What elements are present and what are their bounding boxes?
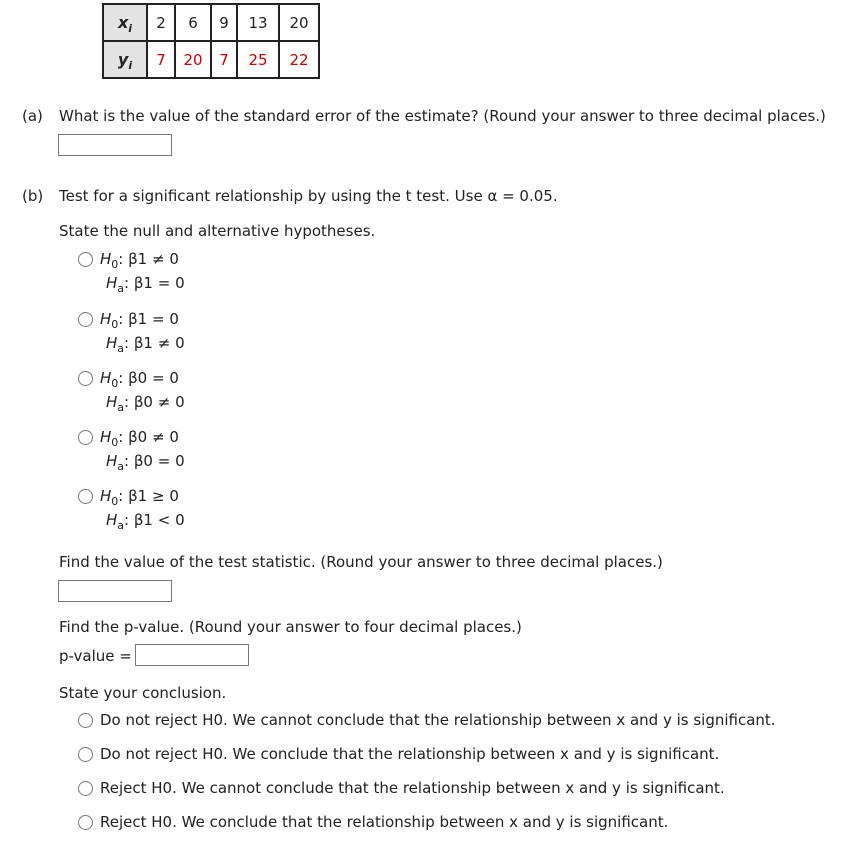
h0-text: β1 ≥ 0	[128, 487, 179, 505]
conclusion-text: Reject H0. We cannot conclude that the relationship between x and y is significant.	[100, 779, 725, 797]
radio-button[interactable]	[78, 781, 93, 796]
y-cell: 22	[279, 41, 319, 78]
radio-button[interactable]	[78, 489, 93, 504]
part-b-intro	[59, 187, 558, 205]
null-hypothesis: $H_0$: β0 ≠ 0	[100, 428, 179, 449]
null-hypothesis: $H_0$: β0 = 0	[100, 369, 179, 390]
ha-text: β1 < 0	[133, 511, 185, 529]
radio-button[interactable]	[78, 713, 93, 728]
alt-hypothesis: $H_a$: β1 < 0	[106, 511, 185, 532]
hypotheses-prompt: State the null and alternative hypotheses.	[59, 222, 376, 240]
radio-button[interactable]	[78, 430, 93, 445]
ha-text: β0 = 0	[133, 452, 185, 470]
conclusion-text: Do not reject H0. We conclude that the relationship between x and y is significant.	[100, 745, 720, 763]
null-hypothesis: $H_0$: β1 ≠ 0	[100, 250, 179, 271]
y-row	[103, 41, 319, 78]
x-cell: 6	[175, 4, 211, 41]
ha-text: β1 ≠ 0	[133, 334, 185, 352]
h0-text: β1 ≠ 0	[128, 250, 179, 268]
x-cell: 20	[279, 4, 319, 41]
std-error-input[interactable]	[58, 134, 172, 156]
y-header: $y_i$	[103, 41, 147, 78]
ha-text: β1 = 0	[133, 274, 185, 292]
y-cell: 7	[147, 41, 175, 78]
h0-text: β1 = 0	[128, 310, 179, 328]
h0-text: β0 = 0	[128, 369, 179, 387]
x-cell: 2	[147, 4, 175, 41]
h0-text: β0 ≠ 0	[128, 428, 179, 446]
part-a-question: What is the value of the standard error of the estimate? (Round your answer to three decimal places.)	[59, 107, 826, 125]
p-value-label: p-value =	[59, 647, 132, 665]
null-hypothesis: $H_0$: β1 = 0	[100, 310, 179, 331]
conclusion-prompt: State your conclusion.	[59, 684, 227, 702]
y-cell: 25	[237, 41, 279, 78]
y-cell: 20	[175, 41, 211, 78]
radio-button[interactable]	[78, 312, 93, 327]
x-header: $x_i$	[103, 4, 147, 41]
alt-hypothesis: $H_a$: β0 = 0	[106, 452, 185, 473]
part-b-label: (b)	[22, 187, 44, 205]
p-value-prompt: Find the p-value. (Round your answer to four decimal places.)	[59, 618, 522, 636]
x-cell: 9	[211, 4, 237, 41]
ha-text: β0 ≠ 0	[133, 393, 185, 411]
test-statistic-prompt: Find the value of the test statistic. (Round your answer to three decimal places.)	[59, 553, 663, 571]
alt-hypothesis: $H_a$: β1 ≠ 0	[106, 334, 185, 355]
null-hypothesis: $H_0$: β1 ≥ 0	[100, 487, 179, 508]
alt-hypothesis: $H_a$: β0 ≠ 0	[106, 393, 185, 414]
radio-button[interactable]	[78, 815, 93, 830]
alt-hypothesis: $H_a$: β1 = 0	[106, 274, 185, 295]
p-value-input[interactable]	[135, 644, 249, 666]
data-table	[102, 3, 320, 79]
x-row	[103, 4, 319, 41]
y-cell: 7	[211, 41, 237, 78]
part-b-intro-text: Test for a significant relationship by using the t test. Use α = 0.05.	[59, 187, 558, 205]
conclusion-text: Reject H0. We conclude that the relationship between x and y is significant.	[100, 813, 669, 831]
x-cell: 13	[237, 4, 279, 41]
radio-button[interactable]	[78, 747, 93, 762]
part-a-label: (a)	[22, 107, 43, 125]
radio-button[interactable]	[78, 252, 93, 267]
test-statistic-input[interactable]	[58, 580, 172, 602]
radio-button[interactable]	[78, 371, 93, 386]
conclusion-text: Do not reject H0. We cannot conclude that the relationship between x and y is significant.	[100, 711, 776, 729]
